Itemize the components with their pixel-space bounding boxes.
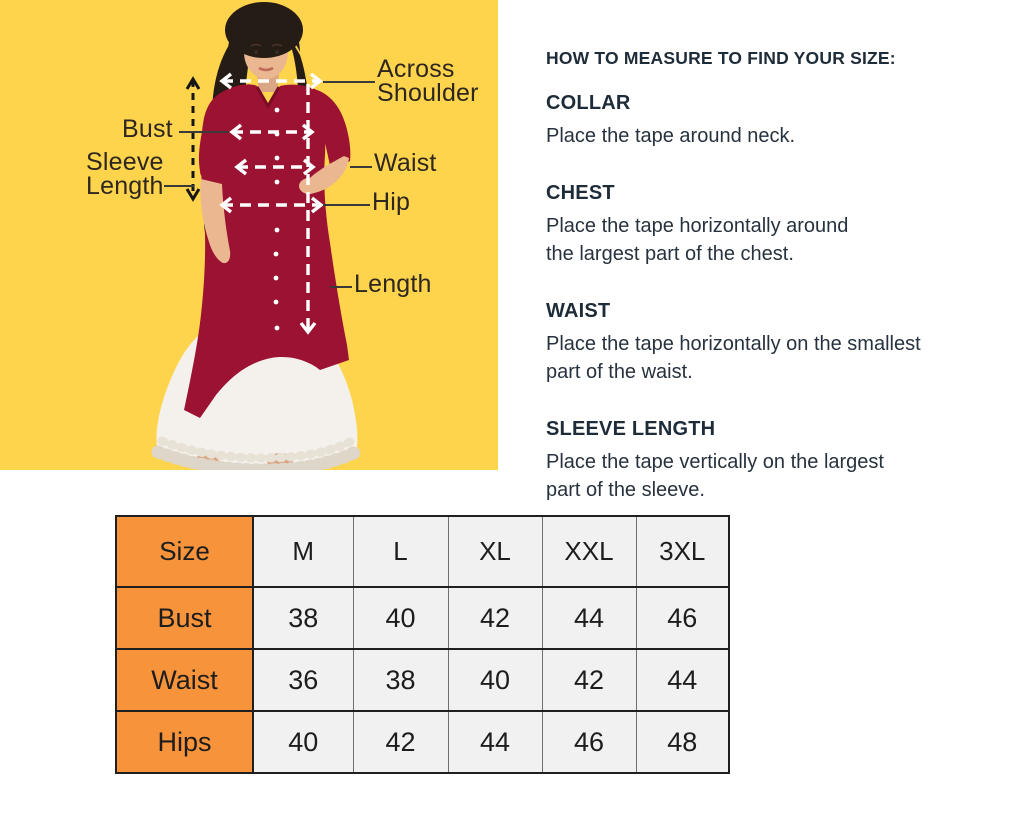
cell-value: 36 <box>253 649 353 711</box>
section-text: Place the tape around neck. <box>546 125 796 147</box>
section-title: WAIST <box>546 300 611 322</box>
corner-cell: Size <box>116 516 253 587</box>
cell-value: 42 <box>542 649 636 711</box>
size-column-3xl: 3XL <box>636 516 729 587</box>
label-across-shoulder: Across Shoulder <box>377 55 479 107</box>
size-column-xl: XL <box>448 516 542 587</box>
section-title: CHEST <box>546 182 615 204</box>
cell-value: 40 <box>353 587 448 649</box>
cell-value: 38 <box>253 587 353 649</box>
table-row-waist <box>116 649 729 711</box>
section-text: Place the tape horizontally around <box>546 215 849 237</box>
size-chart-table <box>115 515 730 774</box>
table-row-bust <box>116 587 729 649</box>
cell-value: 40 <box>448 649 542 711</box>
size-header-row <box>116 516 729 587</box>
section-text: part of the waist. <box>546 361 693 383</box>
label-hip: Hip <box>372 188 411 216</box>
section-title: COLLAR <box>546 92 631 114</box>
row-label: Waist <box>116 649 253 711</box>
size-column-xxl: XXL <box>542 516 636 587</box>
measurement-illustration <box>0 0 498 470</box>
howto-section-collar <box>546 92 986 150</box>
cell-value: 44 <box>542 587 636 649</box>
cell-value: 44 <box>448 711 542 773</box>
table-row-hips <box>116 711 729 773</box>
section-text: the largest part of the chest. <box>546 243 794 265</box>
cell-value: 46 <box>542 711 636 773</box>
section-title: SLEEVE LENGTH <box>546 418 716 440</box>
cell-value: 48 <box>636 711 729 773</box>
cell-value: 40 <box>253 711 353 773</box>
row-label: Bust <box>116 587 253 649</box>
howto-section-waist <box>546 300 986 386</box>
connector-shoulder <box>323 81 375 83</box>
connector-length <box>330 286 352 288</box>
size-column-l: L <box>353 516 448 587</box>
model-hair-cap <box>225 2 303 58</box>
connector-hip <box>323 204 370 206</box>
label-length: Length <box>354 270 432 298</box>
section-text: Place the tape horizontally on the smallest <box>546 333 921 355</box>
sleeve-length-arrow <box>187 79 199 199</box>
connector-waist <box>350 166 372 168</box>
howto-heading: HOW TO MEASURE TO FIND YOUR SIZE: <box>546 48 896 68</box>
section-text: Place the tape vertically on the largest <box>546 451 884 473</box>
cell-value: 44 <box>636 649 729 711</box>
cell-value: 42 <box>448 587 542 649</box>
size-column-m: M <box>253 516 353 587</box>
label-waist: Waist <box>374 149 437 177</box>
label-sleeve-length: Sleeve Length <box>86 148 164 200</box>
connector-bust <box>179 131 229 133</box>
section-text: part of the sleeve. <box>546 479 705 501</box>
how-to-measure-panel <box>546 40 986 504</box>
row-label: Hips <box>116 711 253 773</box>
cell-value: 38 <box>353 649 448 711</box>
label-bust: Bust <box>122 115 173 143</box>
connector-sleeve <box>164 185 194 187</box>
cell-value: 42 <box>353 711 448 773</box>
cell-value: 46 <box>636 587 729 649</box>
howto-section-chest <box>546 182 986 268</box>
howto-section-sleeve-length <box>546 418 986 504</box>
